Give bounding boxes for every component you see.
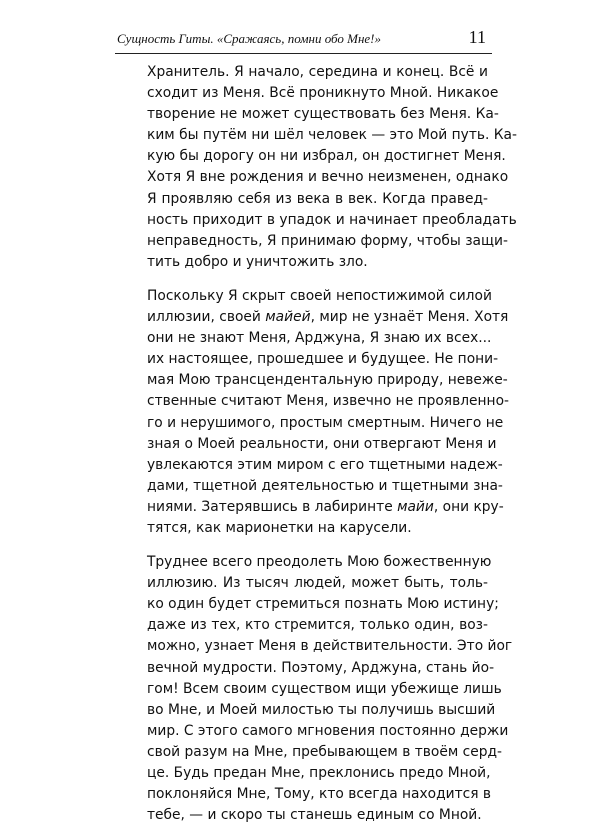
text-line: увлекаются этим миром с его тщетными надеж-	[147, 456, 503, 473]
text-line: вечной мудрости. Поэтому, Арджуна, стань йо-	[147, 659, 495, 676]
text-line: Я проявляю себя из века в век. Когда правед-	[147, 190, 488, 207]
text-line: Хотя Я вне рождения и вечно неизменен, однако	[147, 169, 509, 186]
text-line: ность приходит в упадок и начинает преобладать	[147, 211, 517, 228]
text-line: ниями. Затерявшись в лабиринте майи, они кру-	[147, 498, 504, 515]
text-line: Хранитель. Я начало, середина и конец. Всё и	[147, 64, 488, 80]
text-line: кую бы дорогу он ни избрал, он достигнет Меня.	[147, 148, 506, 165]
text-line: их настоящее, прошедшее и будущее. Не пони-	[147, 351, 499, 368]
text-line: гом! Всем своим существом ищи убежище лишь	[147, 680, 502, 697]
text-line: можно, узнает Меня в действительности. Это йог	[147, 638, 513, 655]
text-line: мир. С этого самого мгновения постоянно держи	[147, 722, 509, 739]
text-line: тебе, — и скоро ты станешь единым со Мной.	[147, 807, 482, 824]
page-number: 11	[468, 27, 486, 47]
text-line: сходит из Меня. Всё проникнуто Мной. Никакое	[147, 85, 499, 102]
paragraph	[147, 552, 513, 826]
text-line: ко один будет стремиться познать Мою истину;	[147, 596, 499, 613]
text-line: иллюзию. Из тысяч людей, может быть, толь-	[147, 575, 488, 592]
text-line: дами, тщетной деятельностью и тщетными зна-	[147, 477, 503, 494]
running-head	[117, 27, 489, 49]
text-line: зная о Моей реальности, они отвергают Меня и	[147, 435, 497, 452]
text-line: неправедность, Я принимаю форму, чтобы защи-	[147, 232, 508, 249]
text-line: иллюзии, своей майей, мир не узнаёт Меня. Хотя	[147, 309, 509, 326]
text-line: го и нерушимого, простым смертным. Ничего не	[147, 414, 504, 431]
paragraph	[147, 286, 509, 539]
text-line: це. Будь предан Мне, преклонись предо Мной,	[147, 765, 491, 781]
text-line: тятся, как марионетки на карусели.	[147, 519, 412, 536]
text-line: поклоняйся Мне, Тому, кто всегда находится в	[147, 786, 492, 803]
text-line: тить добро и уничтожить зло.	[147, 253, 368, 270]
text-line: Труднее всего преодолеть Мою божественную	[147, 554, 492, 571]
text-line: творение не может существовать без Меня. Ка-	[147, 106, 499, 123]
text-line: ственные считают Меня, извечно не проявленно-	[147, 393, 509, 410]
body-text	[147, 62, 517, 839]
text-line: Поскольку Я скрыт своей непостижимой силой	[147, 287, 492, 304]
text-line: во Мне, и Моей милостью ты получишь высший	[147, 701, 496, 718]
paragraph	[147, 62, 517, 273]
running-head-title: Сущность Гиты. «Сражаясь, помни обо Мне!»	[117, 31, 382, 46]
text-line: ким бы путём ни шёл человек — это Мой путь. Ка-	[147, 127, 517, 144]
text-line: даже из тех, кто стремится, только один, воз-	[147, 617, 488, 634]
italic-term: майи	[397, 498, 434, 515]
italic-term: майей	[265, 309, 311, 326]
header-rule	[115, 53, 492, 54]
text-line: мая Мою трансцендентальную природу, невеже-	[147, 372, 508, 389]
text-line: свой разум на Мне, пребывающем в твоём серд-	[147, 743, 502, 760]
text-line: они не знают Меня, Арджуна, Я знаю их всех...	[147, 330, 492, 347]
